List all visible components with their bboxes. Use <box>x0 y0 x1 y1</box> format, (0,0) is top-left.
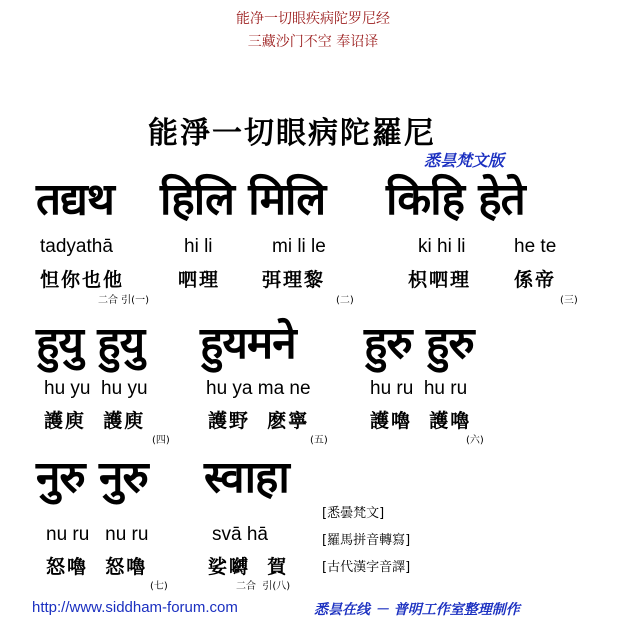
siddham-text: तद्यथ <box>36 174 114 225</box>
chinese-transliteration: 枳呬理 <box>408 269 472 291</box>
romanization: hu ru hu ru <box>370 378 468 399</box>
site-link[interactable]: http://www.siddham-forum.com <box>32 599 238 616</box>
siddham-text: किहि हेते <box>386 174 525 225</box>
romanization: svā hā <box>212 524 268 545</box>
chinese-transliteration: 呬理 <box>178 269 221 291</box>
phrase-note: (三) <box>560 295 578 306</box>
chinese-transliteration: 係帝 <box>514 269 557 291</box>
credit-line: 悉昙在线 － 普明工作室整理制作 <box>314 602 520 618</box>
legend-siddham: [悉曇梵文] <box>322 506 385 521</box>
siddham-text: हुयु हुयु <box>36 318 145 369</box>
romanization: hi li <box>184 236 213 257</box>
siddham-text: हुयमने <box>200 318 296 369</box>
romanization: tadyathā <box>40 236 113 257</box>
chinese-transliteration: 護嚕 護嚕 <box>370 410 472 432</box>
romanization: nu ru nu ru <box>46 524 149 545</box>
legend-chinese: [古代漢字音譯] <box>322 560 411 575</box>
romanization: mi li le <box>272 236 326 257</box>
phrase-note: (四) <box>152 435 170 446</box>
siddham-text: नुरु नुरु <box>36 452 148 503</box>
legend-romanization: [羅馬拼音轉寫] <box>322 533 411 548</box>
phrase-note: (六) <box>466 435 484 446</box>
romanization: he te <box>514 236 557 257</box>
chinese-transliteration: 怒嚕 怒嚕 <box>46 556 148 578</box>
translator-line: 三藏沙门不空 奉诏译 <box>247 34 379 50</box>
siddham-text: हिलि मिलि <box>160 174 326 225</box>
sutra-title: 能净一切眼疾病陀罗尼经 <box>236 11 390 27</box>
phrase-note: 二合 引(一) <box>98 295 149 306</box>
chinese-transliteration: 護野 麽寧 <box>208 410 310 432</box>
romanization: hu yu hu yu <box>44 378 148 399</box>
siddham-text: स्वाहा <box>204 452 289 503</box>
siddham-text: हुरु हुरु <box>364 318 474 369</box>
phrase-note: (七) <box>150 581 168 592</box>
chinese-transliteration: 弭理黎 <box>262 269 326 291</box>
chinese-transliteration: 娑嚩 賀 <box>208 556 289 578</box>
phrase-note: 二合 引(八) <box>236 581 291 592</box>
phrase-note: (二) <box>336 295 354 306</box>
chinese-transliteration: 怛你也他 <box>40 269 125 291</box>
dharani-title: 能淨一切眼病陀羅尼 <box>148 116 436 151</box>
romanization: hu ya ma ne <box>206 378 311 399</box>
phrase-note: (五) <box>310 435 328 446</box>
romanization: ki hi li <box>418 236 466 257</box>
edition-label: 悉昙梵文版 <box>424 151 505 170</box>
chinese-transliteration: 護庾 護庾 <box>44 410 146 432</box>
